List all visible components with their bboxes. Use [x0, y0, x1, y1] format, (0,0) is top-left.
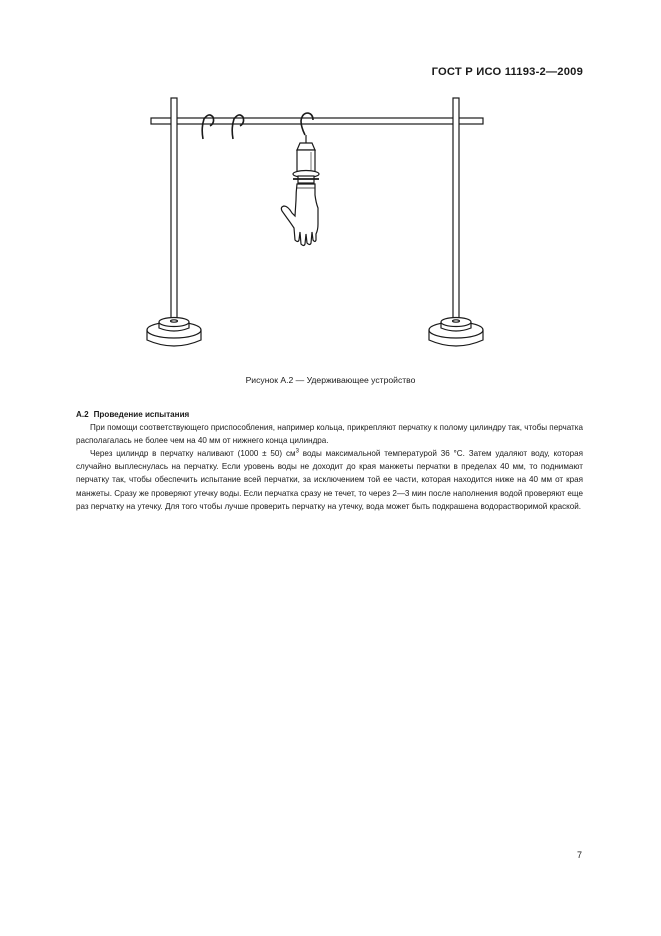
- horizontal-bar: [151, 118, 483, 124]
- page-number: 7: [576, 850, 582, 860]
- right-base: [429, 318, 483, 347]
- paragraph-water-fill: Через цилиндр в перчатку наливают (1000 ± 50) $см^3$ воды максимальной температурой 36 °С. Затем удаляют воду, которая случайно выплеснулась на перчатку. Если уровень воды не доходит до края манжеты перчатки в пределах 40 мм, то поднимают перчатку так, чтобы обеспечить испытание всей перчатки, за исключением той ее части, которая находится ниже на 40 мм от края манжеты. Сразу же проверяют утечку воды. Если перчатка сразу не течет, то через 2—3 мин после наполнения водой проверяют еще раз перчатку на утечку. Для того чтобы лучше проверить перчатку на утечку, вода может быть подкрашена водорастворимой краской.: [76, 448, 583, 511]
- paragraph-attach-glove: При помощи соответствующего приспособления, например кольца, прикрепляют перчатку к полому цилиндру так, чтобы перчатка располагалась не более чем на 40 мм от нижнего конца цилиндра.: [76, 423, 583, 446]
- section-title: Проведение испытания: [93, 410, 190, 419]
- section-heading: [76, 408, 583, 421]
- right-pole: [453, 98, 459, 330]
- cylinder: [293, 135, 319, 183]
- holding-device-figure: [0, 0, 661, 400]
- figure-caption: Рисунок А.2 — Удерживающее устройство: [245, 375, 416, 385]
- section-test-procedure: [76, 408, 583, 513]
- left-pole: [171, 98, 177, 330]
- section-number: А.2: [76, 410, 89, 419]
- glove: [281, 184, 318, 246]
- left-base: [147, 318, 201, 347]
- page-header-standard-code: ГОСТ Р ИСО 11193-2—2009: [431, 66, 583, 78]
